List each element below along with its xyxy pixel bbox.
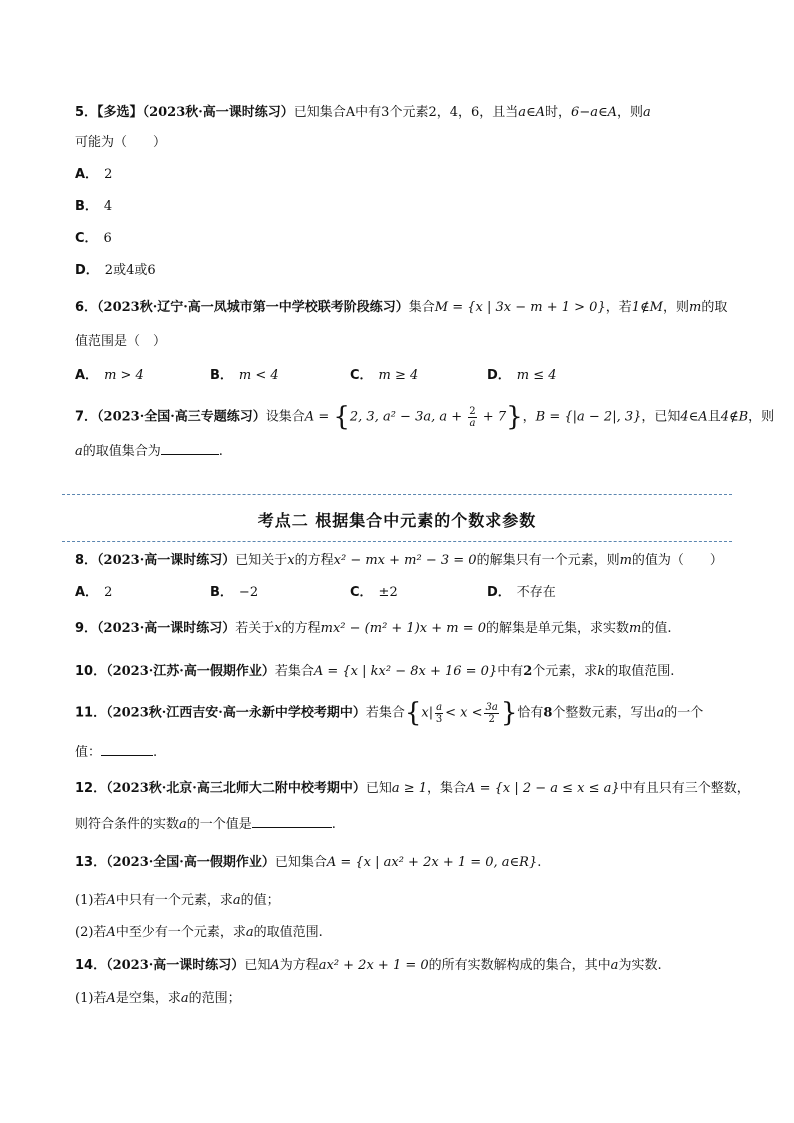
right-brace: } (506, 402, 523, 432)
q5-tag: 【多选】 (97, 105, 143, 120)
q5-text-c: ，则 (616, 105, 643, 120)
q6-option-c (350, 367, 418, 385)
q14-var-a: a (610, 958, 619, 973)
q13-sub1-var: A (106, 893, 116, 908)
left-brace: { (404, 698, 422, 728)
q9-var-x: x (274, 621, 282, 636)
q13-sub1-b: 中只有一个元素，求 (115, 893, 233, 908)
q13-sub1-a: (1)若 (75, 893, 107, 908)
option-label: C． (75, 231, 98, 246)
q12-line2-a: 则符合条件的实数 (75, 817, 180, 832)
q11-count: 8 (543, 705, 553, 721)
q6-text-d: 的取 (701, 300, 728, 315)
q14-text-a: 已知 (244, 958, 271, 973)
q9-text-a: 若关于 (235, 621, 275, 636)
q9-text-b: 的方程 (281, 621, 321, 636)
q9-number: 9． (75, 621, 98, 636)
frac-numerator: 3a (485, 701, 498, 713)
option-text: 不存在 (516, 585, 556, 600)
q8-var-m: m (619, 553, 632, 568)
q14-sub1-var2: a (180, 991, 189, 1006)
q9-source: （2023·高一课时练习） (97, 621, 236, 636)
frac-denominator: a (469, 417, 476, 429)
q8-option-d (487, 584, 556, 602)
option-label: C． (350, 585, 373, 600)
q6-text-a: 集合 (408, 300, 435, 315)
q13-sub2-c: 的取值范围. (253, 925, 323, 940)
q13-source: （2023·全国·高一假期作业） (106, 855, 275, 870)
section-divider-bottom (62, 541, 732, 542)
q7-text-e: ，则 (748, 409, 775, 425)
q10-count: 2 (523, 664, 533, 679)
q13-sub2-var2: a (245, 925, 254, 940)
q6-cond: 1∉M (631, 300, 663, 315)
q13-sub1 (75, 892, 280, 910)
q9-line1 (75, 620, 672, 638)
option-label: D． (487, 368, 511, 383)
q14-line1 (75, 957, 662, 975)
q9-equation: mx² − (m² + 1)x + m = 0 (320, 621, 487, 636)
q14-text-b: 为方程 (279, 958, 319, 973)
q8-source: （2023·高一课时练习） (97, 553, 236, 568)
q11-line2-text: 值： (75, 745, 102, 760)
option-label: D． (487, 585, 511, 600)
q5-option-d (75, 262, 156, 280)
q12-line2-b: 的一个值是 (186, 817, 252, 832)
q7-line2-end: . (218, 444, 223, 459)
q10-text-b: 中有 (497, 664, 524, 679)
q10-source: （2023·江苏·高一假期作业） (106, 664, 275, 679)
fraction (435, 702, 443, 725)
q7-number: 7． (75, 409, 98, 425)
q5-line2: 可能为（ ） (75, 135, 167, 150)
q9-text-d: 的值. (641, 621, 672, 636)
section-title: 考点二 根据集合中元素的个数求参数 (257, 511, 537, 530)
frac-denominator: 2 (488, 713, 495, 725)
q11-text-d: 的一个 (664, 705, 704, 721)
q7-set-a-left: A = (304, 409, 334, 425)
q10-line1 (75, 663, 674, 681)
q7-set-a-tail: + 7 (478, 409, 507, 425)
q7-source: （2023·全国·高三专题练习） (97, 409, 266, 425)
q14-sub1-c: 的范围； (188, 991, 241, 1006)
q10-number: 10． (75, 664, 107, 679)
q5-cond2: 6−a∈A (571, 105, 617, 120)
frac-denominator: 3 (435, 713, 443, 725)
option-label: A． (75, 167, 99, 182)
q10-set: A = {x | kx² − 8x + 16 = 0} (313, 664, 498, 679)
q13-sub2 (75, 924, 323, 942)
q14-var-A: A (270, 958, 280, 973)
q12-line2-var: a (179, 817, 187, 832)
option-label: B． (210, 585, 233, 600)
option-label: B． (210, 368, 233, 383)
q14-text-d: 为实数. (618, 958, 662, 973)
q13-text-end: . (537, 855, 542, 870)
q6-text-b: ，若 (605, 300, 632, 315)
option-label: C． (350, 368, 373, 383)
q11-text-b: 恰有 (517, 705, 544, 721)
q11-inequality: < x < (445, 705, 483, 721)
q7-line2 (75, 442, 223, 461)
q13-sub1-c: 的值； (240, 893, 280, 908)
answer-blank[interactable] (101, 743, 153, 756)
option-text: 4 (103, 199, 113, 214)
q5-line1 (75, 104, 651, 122)
q11-var-a: a (656, 705, 665, 721)
option-label: A． (75, 368, 99, 383)
q11-line1: 11．（2023秋·江西吉安·高一永新中学校考期中）若集合{x| $\frac{a}{3}$ < x < $\frac{3a}{2}$ }恰有8个整数元素，写出a的一个 (75, 698, 704, 728)
q11-number: 11． (75, 705, 107, 721)
option-text: 2 (104, 167, 113, 182)
q14-number: 14． (75, 958, 107, 973)
q8-line1 (75, 552, 723, 570)
q7-line2-text: 的取值集合为 (82, 444, 161, 459)
q11-text-c: 个整数元素，写出 (552, 705, 657, 721)
q14-text-c: 的所有实数解构成的集合，其中 (428, 958, 611, 973)
option-label: B． (75, 199, 98, 214)
q5-cond1: a∈A (518, 105, 546, 120)
q8-equation: x² − mx + m² − 3 = 0 (333, 553, 477, 568)
right-brace: } (500, 698, 518, 728)
q6-option-b (210, 367, 279, 385)
q13-number: 13． (75, 855, 107, 870)
q7-text-b: ， (522, 409, 536, 425)
q7-line1 (75, 404, 774, 431)
q6-source: （2023秋·辽宁·高一凤城市第一中学校联考阶段练习） (97, 300, 409, 315)
q14-sub1-a: (1)若 (75, 991, 107, 1006)
q11-text-a: 若集合 (365, 705, 405, 721)
q10-text-c: 个元素，求 (532, 664, 598, 679)
section-divider-top (62, 494, 732, 495)
q6-line2: 值范围是（ ） (75, 334, 167, 349)
option-text: 2或4或6 (104, 263, 156, 278)
q11-set-x: x (421, 705, 429, 721)
q12-line2 (75, 815, 336, 834)
q8-option-a (75, 584, 112, 602)
q7-set-b: B = {|a − 2|, 3} (535, 409, 642, 425)
q7-text-c: ，已知 (641, 409, 681, 425)
q8-var-x: x (287, 553, 295, 568)
q14-source: （2023·高一课时练习） (106, 958, 245, 973)
q6-number: 6． (75, 300, 98, 315)
q8-option-c (350, 584, 398, 602)
q9-var-m: m (629, 621, 642, 636)
q8-text-a: 已知关于 (235, 553, 288, 568)
q7-cond2: 4∉B (720, 409, 749, 425)
q5-source: （2023秋·高一课时练习） (142, 105, 294, 120)
q12-line1 (75, 780, 750, 798)
q14-equation: ax² + 2x + 1 = 0 (318, 958, 429, 973)
q12-text-c: 中有且只有三个整数， (619, 781, 750, 796)
option-label: D． (75, 263, 99, 278)
q6-option-a (75, 367, 144, 385)
q13-set: A = {x | ax² + 2x + 1 = 0, a∈R} (326, 855, 538, 870)
q7-line2-var: a (75, 444, 83, 459)
q10-text-d: 的取值范围. (605, 664, 675, 679)
q12-text-b: ，集合 (427, 781, 467, 796)
frac-numerator: 2 (469, 405, 476, 417)
left-brace: { (333, 402, 350, 432)
q10-var-k: k (597, 664, 606, 679)
q12-line2-end: . (331, 817, 336, 832)
q7-text-d: 且 (707, 409, 721, 425)
fraction (468, 406, 476, 429)
q5-option-a (75, 166, 112, 184)
fraction (484, 702, 498, 725)
frac-numerator: a (436, 701, 443, 713)
q8-text-c: 的解集只有一个元素，则 (476, 553, 620, 568)
q6-line1 (75, 299, 727, 317)
q13-sub2-a: (2)若 (75, 925, 107, 940)
q5-var: a (643, 105, 651, 120)
q11-line2 (75, 743, 157, 762)
q12-source: （2023秋·北京·高三北师大二附中校考期中） (106, 781, 366, 796)
option-label: A． (75, 585, 99, 600)
q5-text: 已知集合A中有3个元素2，4，6，且当 (293, 105, 519, 120)
q7-set-a-items: 2, 3, a² − 3a, a + (349, 409, 467, 425)
q8-number: 8． (75, 553, 98, 568)
q14-sub1 (75, 990, 241, 1008)
option-text: 2 (104, 585, 113, 600)
q11-line2-end: . (153, 745, 158, 760)
q8-option-b (210, 584, 258, 602)
q5-option-c (75, 230, 112, 248)
option-text: m ≥ 4 (378, 368, 419, 383)
q12-text-a: 已知 (365, 781, 392, 796)
q8-text-b: 的方程 (294, 553, 334, 568)
q7-text-a: 设集合 (265, 409, 305, 425)
answer-blank[interactable] (252, 815, 332, 828)
q10-text-a: 若集合 (274, 664, 314, 679)
q14-sub1-var: A (106, 991, 116, 1006)
q6-set: M = {x | 3x − m + 1 > 0} (434, 300, 606, 315)
q13-text-a: 已知集合 (274, 855, 327, 870)
q12-set: A = {x | 2 − a ≤ x ≤ a} (466, 781, 620, 796)
q8-text-d: 的值为（ ） (631, 553, 723, 568)
q13-sub2-b: 中至少有一个元素，求 (115, 925, 246, 940)
q6-var: m (688, 300, 702, 315)
option-text: 6 (103, 231, 112, 246)
q6-text-c: ，则 (662, 300, 689, 315)
q7-cond1: 4∈A (680, 409, 708, 425)
answer-blank[interactable] (161, 442, 219, 455)
q6-option-d (487, 367, 557, 385)
option-text: ±2 (378, 585, 398, 600)
q5-number: 5． (75, 105, 98, 120)
q5-option-b (75, 198, 112, 216)
q11-source: （2023秋·江西吉安·高一永新中学校考期中） (106, 705, 366, 721)
option-text: m > 4 (104, 368, 144, 383)
q12-cond: a ≥ 1 (391, 781, 428, 796)
q9-text-c: 的解集是单元集，求实数 (486, 621, 630, 636)
option-text: m ≤ 4 (516, 368, 557, 383)
option-text: m < 4 (238, 368, 279, 383)
q12-number: 12． (75, 781, 107, 796)
q13-sub1-var2: a (232, 893, 241, 908)
q14-sub1-b: 是空集，求 (115, 991, 181, 1006)
q13-line1 (75, 854, 541, 872)
q13-sub2-var: A (106, 925, 116, 940)
option-text: −2 (238, 585, 259, 600)
q5-text-b: 时， (545, 105, 572, 120)
